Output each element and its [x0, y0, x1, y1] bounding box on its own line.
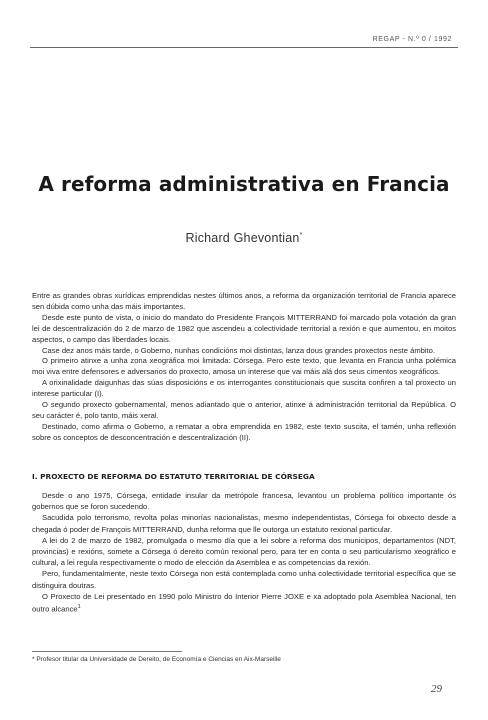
section-paragraph: Sacudida polo terrorismo, revolta polas minorías nacionalistas, mesmo independentistas, Córsega foi obxecto desde a chegada ó poder de François MITTERRAND, dunha reforma que lle outorga un estatuto rexional particular.: [32, 513, 456, 534]
page-number: 29: [431, 683, 442, 695]
section-body: [32, 490, 456, 615]
section-paragraph: A lei do 2 de marzo de 1982, promulgada o mesmo día que a lei sobre a reforma dos municipos, departamentos (NDT, provincias) e rexións, somete a Córsega ó dereito común rexional pero, para ter en conta o seu particularismo xeográfico e cultural, a lei regula respectivamente o modo de elección da Asemblea e as competencias da rexión.: [32, 535, 456, 568]
article-author: [0, 231, 488, 245]
intro-paragraph: O primeiro atinxe a unha zona xeográfica moi limitada: Córsega. Pero este texto, que levanta en Francia unha polémica moi viva entre defensores e adversarios do proxecto, amosa un interese que vai máis alá dos seus cimentos xeográficos.: [32, 356, 456, 377]
article-title: A reforma administrativa en Francia: [38, 172, 450, 196]
intro-paragraph: Case dez anos máis tarde, o Goberno, nunhas condicións moi distintas, lanza dous grandes proxectos neste ámbito.: [42, 345, 435, 355]
section-paragraph: [32, 591, 456, 615]
intro-paragraph: Entre as grandes obras xurídicas emprendidas nestes últimos anos, a reforma da organización territorial de Francia aparece sen dúbida como unha das máis importantes.: [32, 291, 456, 311]
header-rule: [30, 47, 458, 48]
intro-paragraph: O segundo proxecto gobernamental, menos adiantado que o anterior, atinxe á administración territorial da República. O seu carácter é, polo tanto, máis xeral.: [32, 400, 456, 420]
footnote-reference: 1: [77, 604, 81, 611]
intro-section: [32, 291, 456, 444]
author-footnote-mark: *: [299, 231, 303, 239]
intro-paragraph: A orixinalidade daigunhas das súas disposicións e os interrogantes constitucionais que suscita confiren a tal proxecto un interese particular (I).: [32, 378, 456, 399]
running-header: REGAP - N.º 0 / 1992: [372, 36, 452, 43]
section-paragraph: Desde o ano 1975, Córsega, entidade insular da metrópole francesa, levantou un problema político importante ós gobernos que se foron sucedendo.: [32, 491, 456, 512]
section-paragraph: Pero, fundamentalmente, neste texto Córsega non está contemplada como unha colectividade territorial específica que se distinguira doutras.: [32, 569, 456, 590]
footnote-rule: [32, 651, 182, 652]
section-heading: I. PROXECTO DE REFORMA DO ESTATUTO TERRITORIAL DE CÓRSEGA: [32, 472, 315, 481]
section-paragraph-text: O Proxecto de Lei presentado en 1990 polo Ministro do Interior Pierre JOXE e xa adoptado pola Asemblea Nacional, ten outro alcance: [32, 591, 456, 614]
intro-paragraph: Destinado, como afirma o Goberno, a rematar a obra emprendida en 1982, este texto suscita, el tamén, unha reflexión sobre os conceptos de desconcentración e descentralización (II).: [32, 421, 456, 442]
intro-paragraph: Desde este punto de vista, o inicio do mandato do Presidente François MITTERRAND foi marcado pola votación da gran lei de descentralización do 2 de marzo de 1982 que ascendeu a colectividade territorial a rexión e que aumentou, en moitos aspectos, o campo das liberdades locais.: [32, 312, 456, 344]
author-name: Richard Ghevontian: [185, 231, 300, 245]
footnote: * Profesor titular da Universidade de Dereito, de Economía e Ciencias en Aix-Marseille: [32, 656, 281, 663]
